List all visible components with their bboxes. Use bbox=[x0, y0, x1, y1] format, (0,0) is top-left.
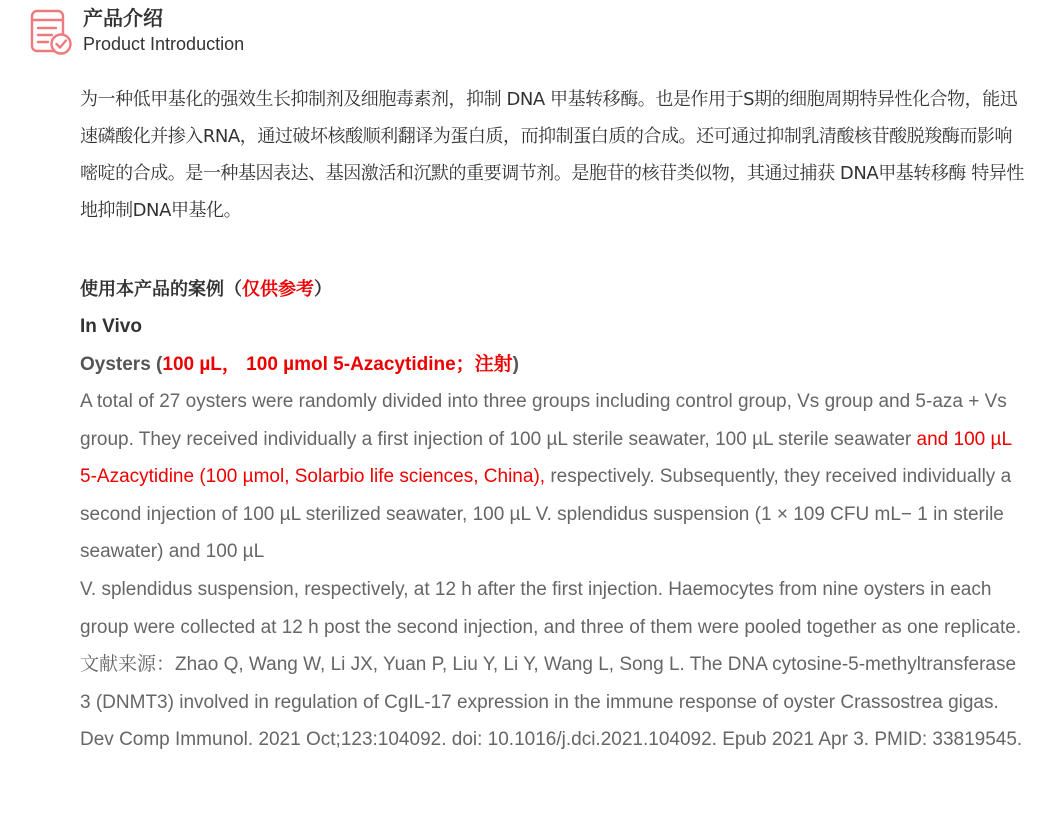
case-heading bbox=[80, 271, 1028, 308]
section-subtitle: Product Introduction bbox=[83, 34, 245, 54]
intro-paragraph: 为一种低甲基化的强效生长抑制剂及细胞毒素剂，抑制 DNA 甲基转移酶。也是作用于S期的细胞周期特异性化合物，能迅速磷酸化并掺入RNA，通过破坏核酸顺利翻译为蛋白质，而抑制蛋白质的合成。还可通过抑制乳清酸核苷酸脱羧酶而影响嘧啶的合成。是一种基因表达、基因激活和沉默的重要调节剂。是胞苷的核苷类似物，其通过捕获 DNA甲基转移酶 特异性地抑制DNA甲基化。 bbox=[80, 89, 1024, 221]
method-text-1b: respectively. Subsequently, they received individually a second injection of 100 µL sterilized seawater, 100 µL V. splendidus suspension (1 × 109 CFU mL− 1 in sterile seawater) and 100 µL bbox=[80, 466, 1012, 563]
product-checklist-icon bbox=[30, 6, 74, 56]
method-paragraph-2: V. splendidus suspension, respectively, at 12 h after the first injection. Haemocytes from nine oysters in each group were collected at 12 h post the second injection, and three of them were pooled together as one replicate. bbox=[80, 578, 1022, 638]
case-heading-note: 仅供参考 bbox=[242, 279, 314, 300]
oysters-dose: 100 µL， 100 µmol 5-Azacytidine；注射 bbox=[162, 354, 513, 375]
method-text-highlight: and 100 µL 5-Azacytidine (100 µmol, Solarbio life sciences, China), bbox=[80, 428, 1012, 488]
section-spacer bbox=[80, 229, 1028, 271]
section-header bbox=[30, 4, 1030, 56]
oysters-close: ) bbox=[512, 354, 519, 375]
case-heading-close: ） bbox=[314, 279, 332, 300]
method-text-1a: A total of 27 oysters were randomly divided into three groups including control group, Vs group and 5-aza + Vs group. They received individually a first injection of 100 µL sterile seawater, 100 µL sterile seawater bbox=[80, 391, 1007, 450]
in-vivo-label: In Vivo bbox=[80, 316, 142, 337]
section-title: 产品介绍 bbox=[83, 6, 163, 30]
reference-citation: 文献来源：Zhao Q, Wang W, Li JX, Yuan P, Liu Y, Li Y, Wang L, Song L. The DNA cytosine-5-methyltransferase 3 (DNMT3) involved in regulation of CgIL-17 expression in the immune response of oyster Crassostrea gigas. Dev Comp Immunol. 2021 Oct;123:104092. doi: 10.1016/j.dci.2021.104092. Epub 2021 Apr 3. PMID: 33819545. bbox=[80, 654, 1023, 751]
case-heading-label: 使用本产品的案例（ bbox=[80, 279, 242, 300]
oysters-label: Oysters ( bbox=[80, 354, 163, 375]
oysters-heading bbox=[80, 346, 1028, 383]
product-description bbox=[80, 81, 1028, 759]
method-paragraph-1 bbox=[80, 383, 1028, 571]
